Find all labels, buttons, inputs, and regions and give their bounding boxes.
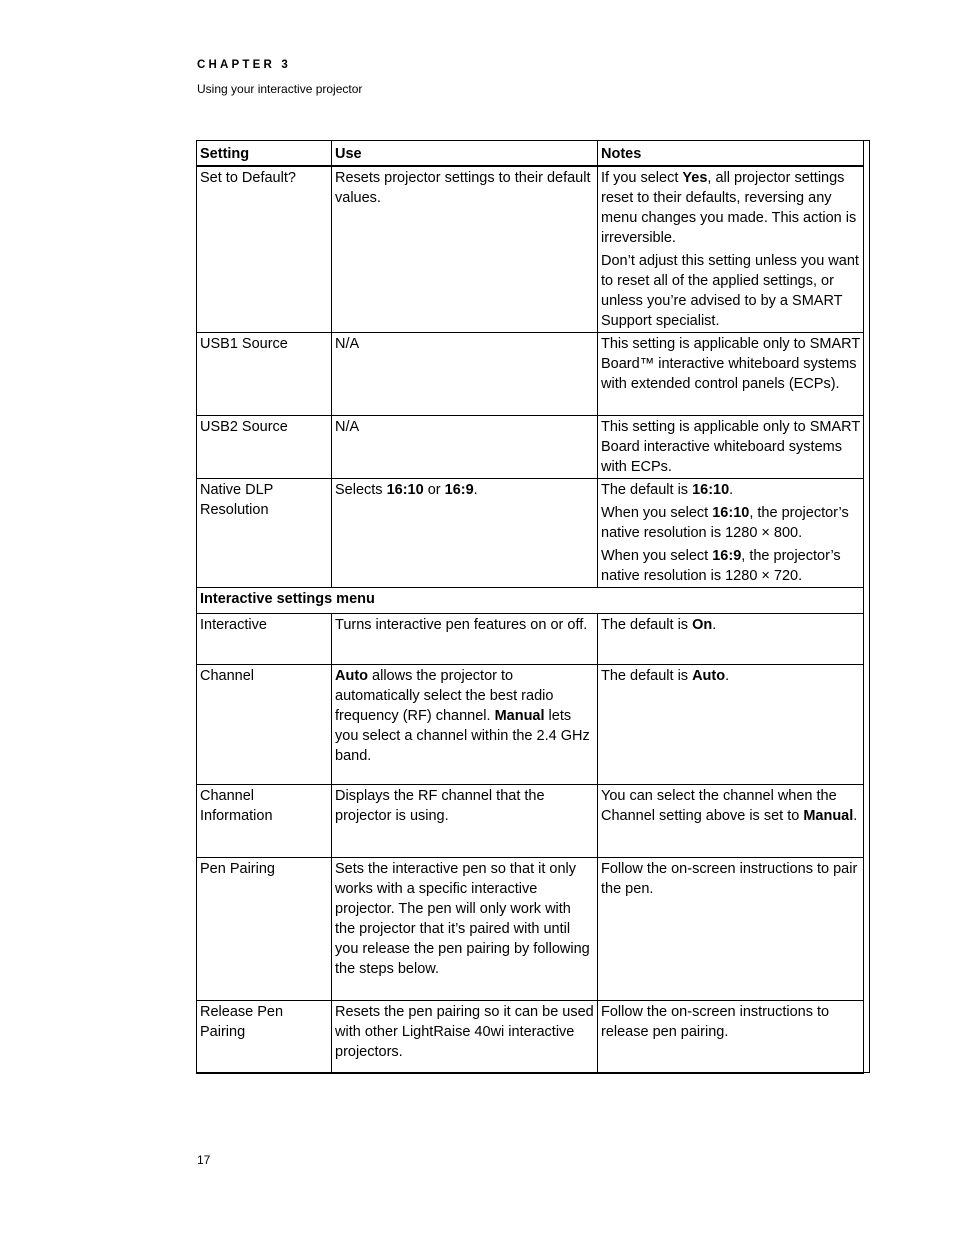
setting-cell: USB2 Source	[197, 416, 332, 479]
use-cell: N/A	[332, 333, 598, 416]
note-paragraph: If you select Yes, all projector settings reset to their defaults, reversing any menu changes you made. This action is irreversible.	[601, 170, 857, 246]
note-paragraph: When you select 16:9, the projector’s native resolution is 1280 × 720.	[601, 548, 841, 584]
table-row	[197, 1001, 864, 1074]
notes-cell: The default is Auto.	[598, 665, 864, 785]
setting-cell: Channel Information	[197, 785, 332, 858]
page-number: 17	[197, 1153, 211, 1167]
use-cell: Displays the RF channel that the projector is using.	[332, 785, 598, 858]
setting-cell: USB1 Source	[197, 333, 332, 416]
section-title: Interactive settings menu	[197, 588, 864, 614]
notes-cell: Follow the on-screen instructions to pair the pen.	[598, 858, 864, 1001]
settings-table	[196, 140, 864, 1074]
section-row	[197, 588, 864, 614]
table-header-row	[197, 141, 864, 167]
use-cell: N/A	[332, 416, 598, 479]
use-cell: Turns interactive pen features on or off.	[332, 614, 598, 665]
notes-cell	[598, 479, 864, 588]
setting-cell: Pen Pairing	[197, 858, 332, 1001]
column-header-setting: Setting	[197, 141, 332, 167]
notes-cell: The default is On.	[598, 614, 864, 665]
use-cell: Resets the pen pairing so it can be used with other LightRaise 40wi interactive projectors.	[332, 1001, 598, 1074]
notes-cell: This setting is applicable only to SMART Board interactive whiteboard systems with ECPs.	[598, 416, 864, 479]
note-paragraph: Don’t adjust this setting unless you want to reset all of the applied settings, or unless you’re advised to by a SMART Support specialist.	[601, 253, 859, 329]
setting-cell: Release Pen Pairing	[197, 1001, 332, 1074]
notes-cell: Follow the on-screen instructions to release pen pairing.	[598, 1001, 864, 1074]
table-row	[197, 166, 864, 333]
table-row	[197, 614, 864, 665]
table-row	[197, 785, 864, 858]
column-header-use: Use	[332, 141, 598, 167]
table-row	[197, 416, 864, 479]
use-cell: Selects 16:10 or 16:9.	[332, 479, 598, 588]
chapter-subtitle: Using your interactive projector	[197, 82, 363, 96]
table-row	[197, 665, 864, 785]
chapter-label: CHAPTER 3	[197, 59, 291, 71]
table-row	[197, 333, 864, 416]
table-row	[197, 858, 864, 1001]
use-cell: Auto allows the projector to automatically select the best radio frequency (RF) channel. Manual lets you select a channel within the 2.4 GHz band.	[332, 665, 598, 785]
setting-cell: Channel	[197, 665, 332, 785]
table-row	[197, 479, 864, 588]
use-cell: Sets the interactive pen so that it only works with a specific interactive projector. The pen will only work with the projector that it’s paired with until you release the pen pairing by following the steps below.	[332, 858, 598, 1001]
notes-cell: You can select the channel when the Channel setting above is set to Manual.	[598, 785, 864, 858]
setting-cell: Interactive	[197, 614, 332, 665]
notes-cell	[598, 166, 864, 333]
note-paragraph: The default is 16:10.	[601, 482, 734, 498]
use-cell: Resets projector settings to their default values.	[332, 166, 598, 333]
note-paragraph: When you select 16:10, the projector’s native resolution is 1280 × 800.	[601, 505, 849, 541]
column-header-notes: Notes	[598, 141, 864, 167]
notes-cell: This setting is applicable only to SMART Board™ interactive whiteboard systems with extended control panels (ECPs).	[598, 333, 864, 416]
setting-cell: Set to Default?	[197, 166, 332, 333]
setting-cell: Native DLP Resolution	[197, 479, 332, 588]
